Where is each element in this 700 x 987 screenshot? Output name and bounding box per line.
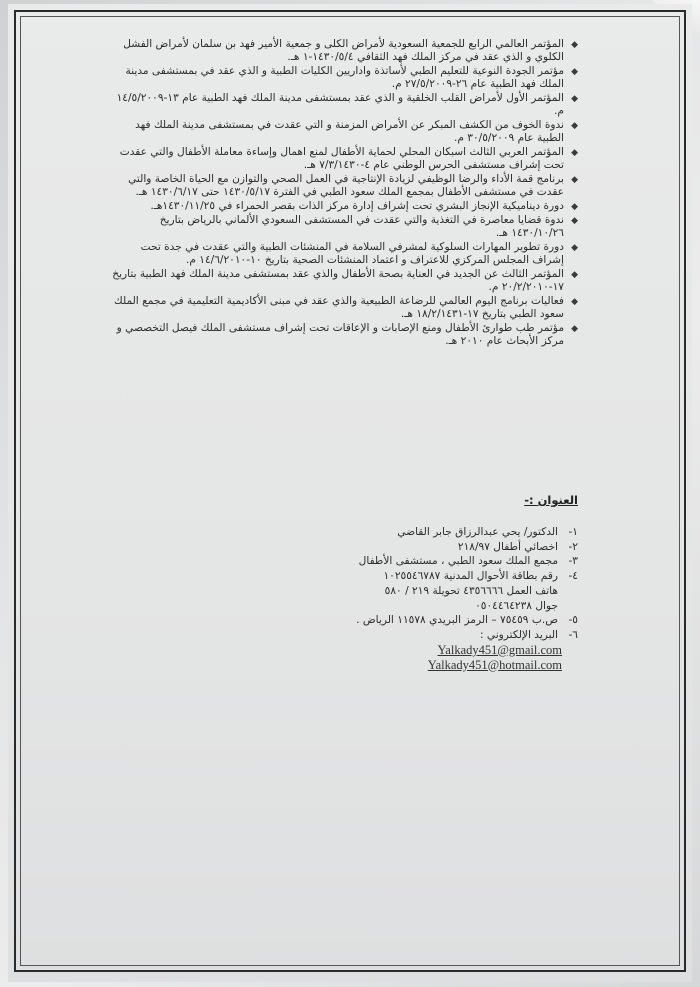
email-address[interactable]: Yalkady451@hotmail.com: [427, 657, 562, 672]
address-line-text: البريد الإلكتروني :: [479, 628, 558, 641]
bullet-icon: ◆: [571, 93, 578, 104]
conference-item: [110, 268, 578, 294]
conference-item: [110, 173, 578, 199]
bullet-icon: ◆: [571, 270, 578, 281]
bullet-icon: ◆: [571, 120, 578, 131]
conference-text: برنامج قمة الأداء والرضا الوظيفي لزيادة الإنتاجية في العمل الصحي والتوازن مع الحياة الخاصة والتي عقدت في مستشفى الأطفال بمجمع الملك سعود الطبي في الفترة ١٤٣٠/٥/١٧ حتى ١٤٣٠/٦/١٧ هـ.: [128, 172, 564, 198]
conference-text: ندوة قضايا معاصرة في التغذية والتي عقدت في المستشفى السعودي الألماني بالرياض بتاريخ ١٤٣٠/١٠/٢٦ هـ.: [159, 214, 564, 239]
conference-list: [110, 38, 578, 349]
conference-text: المؤتمر الأول لأمراض القلب الخلقية و الذي عقد بمستشفى مدينة الملك فهد الطبية عام ١٣-١٤/٥/٢٠٠٩ م.: [116, 91, 564, 117]
address-line-number: ٣-: [568, 555, 578, 568]
conference-text: المؤتمر العربي الثالث اسبكان المحلي لحماية الأطفال لمنع اهمال وإساءة معاملة الأطفال والتي عقدت تحت إشراف مستشفى الحرس الوطني عام ٤-٧/٣/١٤٣٠ هـ.: [119, 145, 564, 171]
address-line-text: هاتف العمل ٤٣٥٦٦٦٦ تحويلة ٢١٩ / ٥٨٠: [384, 584, 558, 597]
address-line: [300, 628, 578, 643]
bullet-icon: ◆: [571, 216, 578, 227]
conference-text: المؤتمر الثالث عن الجديد في العناية بصحة الأطفال والذي عقد بمستشفى مدينة الملك فهد الطبية بتاريخ ١٧-٢٠/٢/٢٠١٠ م.: [112, 268, 564, 293]
bullet-icon: ◆: [571, 66, 578, 77]
address-line-text: اخصائي أطفال ٢١٨/٩٧: [457, 540, 558, 553]
address-line-text: ص.ب ٧٥٤٥٩ – الرمز البريدي ١١٥٧٨ الرياض .: [356, 614, 558, 627]
address-line: [300, 554, 578, 569]
conference-text: دورة ديناميكية الإنجاز البشري تحت إشراف إدارة مركز الذات بقصر الحمراء في ١٤٣٠/١١/٢٥هـ.: [150, 199, 564, 212]
address-line-number: ١-: [568, 526, 578, 538]
bullet-icon: ◆: [571, 201, 578, 212]
bullet-icon: ◆: [571, 297, 578, 308]
conference-item: [110, 295, 578, 321]
bullet-icon: ◆: [571, 147, 578, 158]
conference-item: [110, 65, 578, 91]
conference-text: المؤتمر العالمي الرابع للجمعية السعودية لأمراض الكلى و جمعية الأمير فهد بن سلمان لأمراض الفشل الكلوي و الذي عقد في مركز الملك فهد الثقافي ١٤٣٠/٥/٤-١ هـ.: [123, 38, 564, 63]
bullet-icon: ◆: [571, 243, 578, 254]
conference-item: [110, 214, 578, 240]
address-line: [300, 569, 578, 584]
address-line-text: الدكتور/ يحي عبدالرزاق جابر القاضي: [397, 526, 558, 538]
address-line-text: جوال ٠٥٠٤٤٦٤٢٣٨: [475, 599, 558, 612]
address-block: [300, 525, 578, 673]
address-line-number: ٦-: [568, 628, 578, 641]
address-title: العنوان :-: [524, 493, 578, 507]
bullet-icon: ◆: [571, 324, 578, 335]
conference-item: [110, 146, 578, 172]
bullet-icon: ◆: [571, 174, 578, 185]
conference-item: [110, 38, 578, 64]
conference-item: [110, 119, 578, 145]
address-line: [300, 525, 578, 540]
email-address[interactable]: Yalkady451@gmail.com: [437, 642, 562, 657]
conference-item: [110, 241, 578, 267]
conference-text: فعاليات برنامج اليوم العالمي للرضاعة الطبيعية والذي عقد في مبنى الأكاديمية التعليمية في مجمع الملك سعود الطبي بتاريخ ١٧-١٨/٢/١٤٣١ هـ.: [114, 295, 564, 320]
address-line-number: ٥-: [568, 614, 578, 627]
address-line-text: مجمع الملك سعود الطبي ، مستشفى الأطفال: [358, 555, 558, 568]
conference-text: مؤتمر الجودة النوعية للتعليم الطبي لأساتذة واداريين الكليات الطبية و الذي عقد في بمستشفى مدينة الملك فهد الطبية عام ٢٦-٢٧/٥/٢٠٠٩ م.: [125, 64, 564, 90]
address-line-number: ٢-: [568, 540, 578, 553]
address-line: [300, 613, 578, 628]
address-line: [300, 584, 578, 599]
address-line: [300, 540, 578, 555]
conference-text: مؤتمر طب طوارئ الأطفال ومنع الإصابات و الإعاقات تحت إشراف مستشفى الملك فيصل التخصصي و مركز الأبحاث عام ٢٠١٠ هـ.: [116, 322, 564, 347]
conference-item: [110, 322, 578, 348]
bullet-icon: ◆: [571, 40, 578, 50]
conference-item: [110, 92, 578, 118]
address-line-text: رقم بطاقة الأحوال المدنية ١٠٢٥٥٤٦٧٨٧: [383, 570, 558, 583]
address-line-number: ٤-: [568, 570, 578, 583]
conference-item: [110, 200, 578, 213]
conference-text: دورة تطوير المهارات السلوكية لمشرفي السلامة في المنشئات الطبية والتي عقدت في جدة تحت إشراف المجلس المركزي للاعتراف و اعتماد المنشئات الصحية بتاريخ ١٠-١٤/٦/٢٠١٠ م.: [140, 241, 564, 266]
address-line: [300, 599, 578, 614]
conference-text: ندوة الخوف من الكشف المبكر عن الأمراض المزمنة و التي عقدت في بمستشفى مدينة الملك فهد الطبية عام ٣٠/٥/٢٠٠٩ م.: [135, 118, 564, 144]
